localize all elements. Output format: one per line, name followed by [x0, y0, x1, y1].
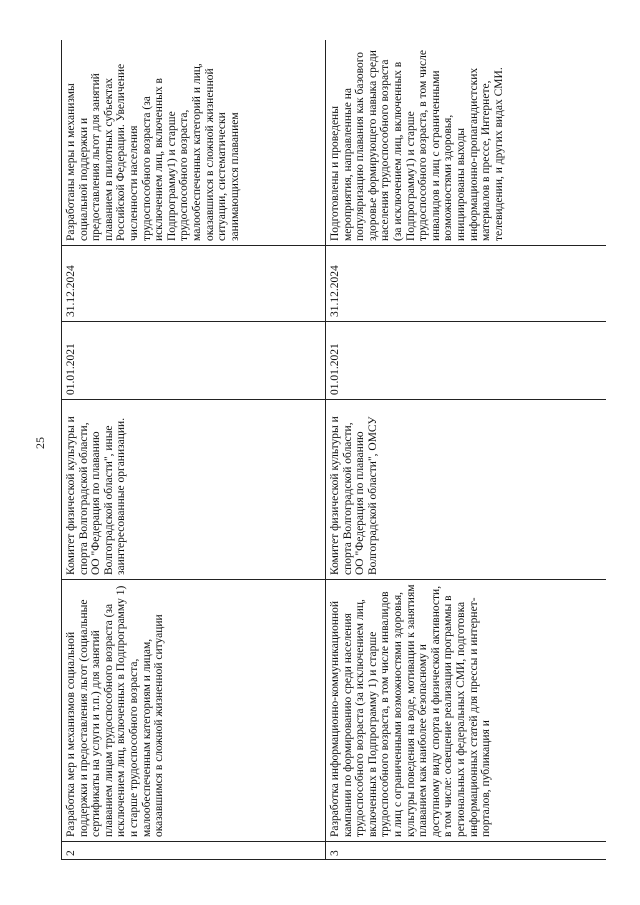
rotated-page-content	[61, 40, 606, 860]
executor-cell: Комитет физической культуры и спорта Волгоградской области, ОО "Федерация по плаванию Волгоградской области", иные заинтересованные организации.	[62, 400, 326, 580]
row-number: 2	[62, 842, 326, 860]
result-cell: Разработаны меры и механизмы социальной поддержки и предоставления льгот для занятий плаванием в пилотных субъектах Российской Федерации. Увеличение численности населения трудоспособного возраста (за исключением лиц, включенных в Подпрограмму1) и старше трудоспособного возраста, малообеспеченных категорий и лиц, оказавшихся в сложной жизненной ситуации, систематически занимающихся плаванием	[62, 40, 326, 246]
measures-table	[61, 40, 606, 860]
task-cell: Разработка информационно-коммуникационной кампании по формированию среди населения трудоспособного возраста (за исключением лиц, включенных в Подпрограмму 1) и старше трудоспособного возраста, в том числе инвалидов и лиц с ограниченными возможностями здоровья, культуры поведения на воде, мотивации к занятиям плаванием как наиболее безопасному и доступному виду спорта и физической активности, в том числе: освещение реализации программы в региональных и федеральных СМИ, подготовка информационных статей для прессы и интернет-порталов, публикация и	[326, 580, 607, 842]
table-row	[326, 40, 607, 860]
result-cell: Подготовлены и проведены мероприятия, направленные на популяризацию плавания как базового здоровье формирующего навыка среди населения трудоспособного возраста (за исключением лиц, включенных в Подпрограмму1) и старше трудоспособного возраста, в том числе инвалидов и лиц с ограниченными возможностями здоровья, инициированы выходы информационно-пропагандистских материалов в прессе, Интернете, телевидении, и других видах СМИ.	[326, 40, 607, 246]
start-date-cell: 01.01.2021	[62, 322, 326, 400]
start-date-cell: 01.01.2021	[326, 322, 607, 400]
end-date-cell: 31.12.2024	[62, 246, 326, 322]
row-number: 3	[326, 842, 607, 860]
end-date-cell: 31.12.2024	[326, 246, 607, 322]
executor-cell: Комитет физической культуры и спорта Волгоградской области, ОО "Федерация по плаванию Волгоградской области", ОМСУ	[326, 400, 607, 580]
task-cell: Разработка мер и механизмов социальной поддержки и предоставления льгот (социальные сертификаты на услуги и т.п.) для занятий плаванием лицам трудоспособного возраста (за исключением лиц, включенных в Подпрограмму 1) и старше трудоспособного возраста, малообеспеченным категориям и лицам, оказавшимся в сложной жизненной ситуации	[62, 580, 326, 842]
page-number: 25	[33, 437, 47, 449]
table-row	[62, 40, 326, 860]
rotated-table-area	[61, 40, 606, 860]
